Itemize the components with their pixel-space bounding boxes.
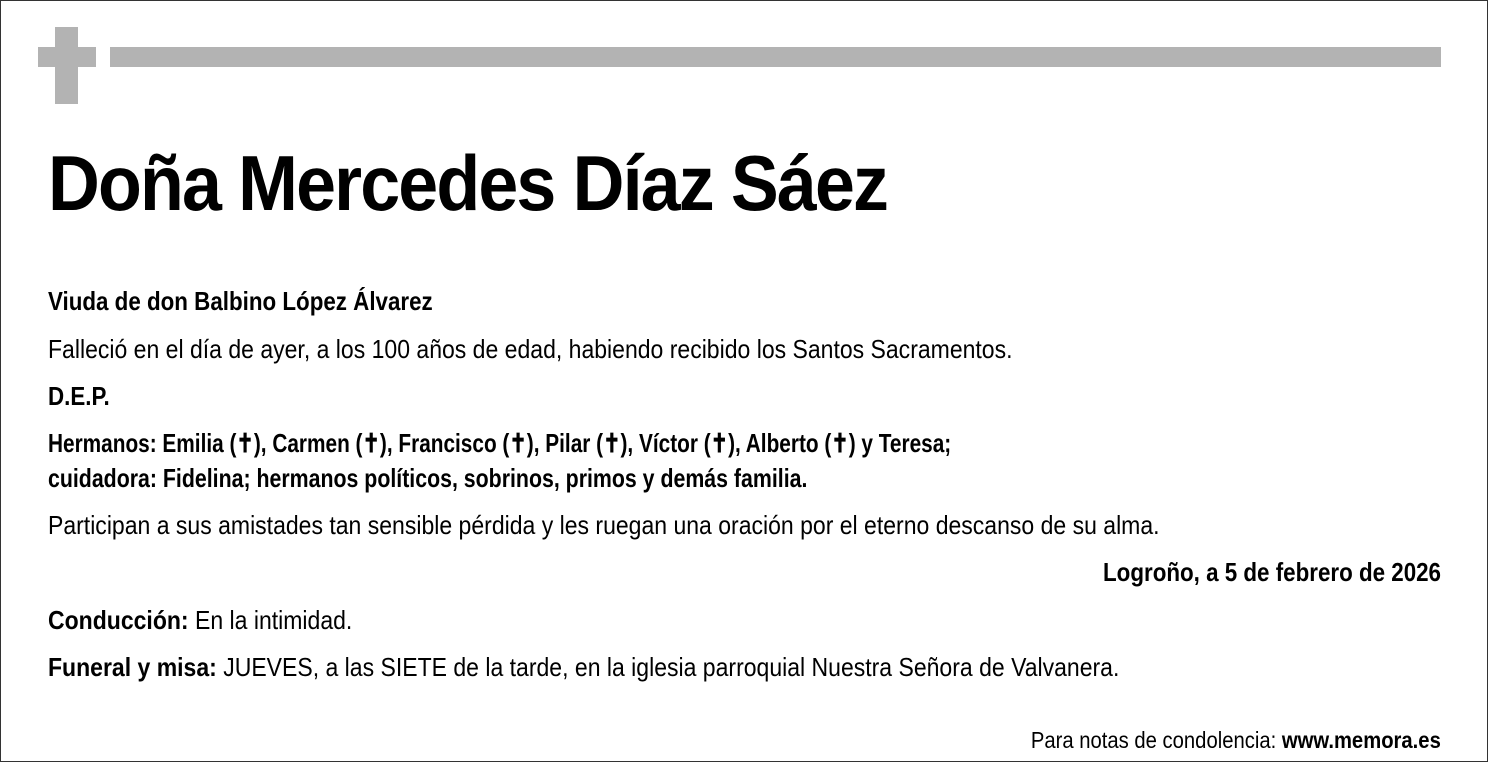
widow-of: Viuda de don Balbino López Álvarez	[48, 286, 433, 316]
dep: D.E.P.	[48, 381, 110, 411]
deceased-name: Doña Mercedes Díaz Sáez	[48, 139, 888, 227]
death-notice: Falleció en el día de ayer, a los 100 años de edad, habiendo recibido los Santos Sacramentos.	[48, 334, 1013, 364]
latin-cross-icon-arm	[38, 47, 96, 67]
conduccion	[48, 605, 352, 636]
funeral-value: JUEVES, a las SIETE de la tarde, en la iglesia parroquial Nuestra Señora de Valvanera.	[216, 652, 1120, 682]
header-rule	[110, 47, 1441, 67]
place-date: Logroño, a 5 de febrero de 2026	[1103, 557, 1441, 587]
conduccion-label: Conducción:	[48, 605, 189, 635]
funeral	[48, 652, 1119, 683]
funeral-label: Funeral y misa:	[48, 652, 217, 682]
condolence-footer	[1031, 727, 1441, 754]
conduccion-value: En la intimidad.	[188, 605, 353, 635]
website-link[interactable]: www.memora.es	[1282, 727, 1441, 753]
family-line-2: cuidadora: Fidelina; hermanos políticos, sobrinos, primos y demás familia.	[48, 463, 808, 493]
family-line-1: Hermanos: Emilia (✝), Carmen (✝), Francisco (✝), Pilar (✝), Víctor (✝), Alberto (✝) y Teresa;	[48, 428, 952, 458]
participation: Participan a sus amistades tan sensible pérdida y les ruegan una oración por el eterno descanso de su alma.	[48, 510, 1160, 540]
condolence-label: Para notas de condolencia:	[1031, 727, 1283, 753]
